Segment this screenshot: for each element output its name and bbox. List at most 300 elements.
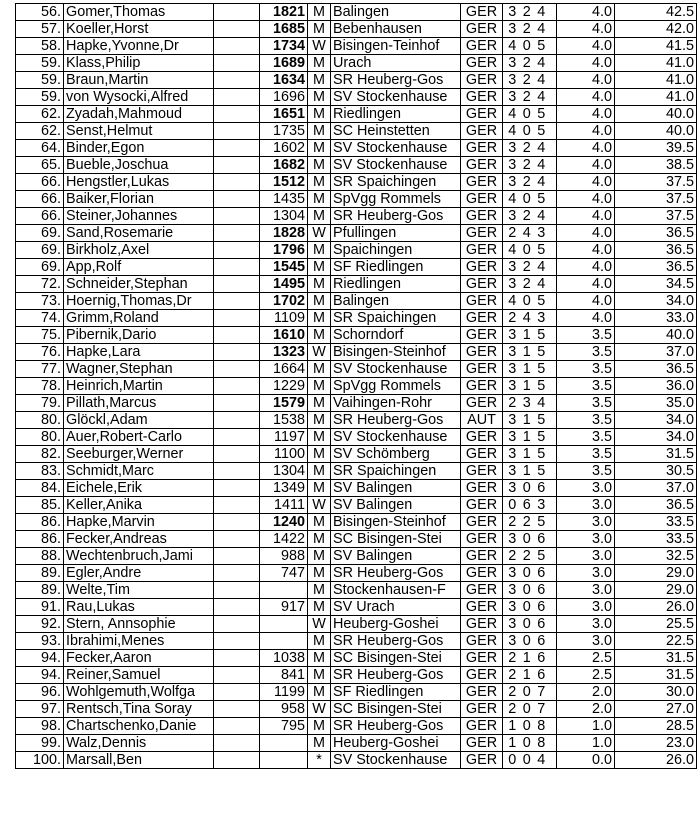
- buchholz-cell: 41.5: [615, 38, 697, 55]
- wdl-cell: [503, 4, 557, 21]
- losses-value: 4: [537, 208, 546, 224]
- buchholz-cell: 32.5: [615, 548, 697, 565]
- losses-value: 6: [537, 616, 546, 632]
- title-cell: [214, 480, 260, 497]
- points-cell: 4.0: [557, 225, 615, 242]
- buchholz-cell: 23.0: [615, 735, 697, 752]
- table-row: [16, 242, 697, 259]
- table-row: [16, 191, 697, 208]
- wins-value: 3: [508, 429, 517, 445]
- title-cell: [214, 548, 260, 565]
- title-cell: [214, 616, 260, 633]
- title-cell: [214, 4, 260, 21]
- wins-value: 3: [508, 72, 517, 88]
- player-name-cell: Reiner,Samuel: [64, 667, 214, 684]
- federation-cell: GER: [461, 123, 503, 140]
- table-row: [16, 531, 697, 548]
- table-row: [16, 667, 697, 684]
- table-row: [16, 157, 697, 174]
- rating-cell: 747: [260, 565, 308, 582]
- wdl-cell: [503, 395, 557, 412]
- losses-value: 4: [537, 21, 546, 37]
- losses-value: 4: [537, 157, 546, 173]
- points-cell: 3.5: [557, 463, 615, 480]
- sex-cell: M: [308, 123, 331, 140]
- draws-value: 1: [522, 378, 531, 394]
- title-cell: [214, 21, 260, 38]
- federation-cell: GER: [461, 633, 503, 650]
- points-cell: 2.0: [557, 684, 615, 701]
- player-name-cell: Keller,Anika: [64, 497, 214, 514]
- player-name-cell: Pibernik,Dario: [64, 327, 214, 344]
- buchholz-cell: 40.0: [615, 123, 697, 140]
- buchholz-cell: 28.5: [615, 718, 697, 735]
- player-name-cell: Wechtenbruch,Jami: [64, 548, 214, 565]
- club-cell: Stockenhausen-F: [331, 582, 461, 599]
- federation-cell: GER: [461, 752, 503, 769]
- losses-value: 5: [537, 463, 546, 479]
- wins-value: 3: [508, 55, 517, 71]
- wins-value: 3: [508, 276, 517, 292]
- draws-value: 1: [522, 667, 531, 683]
- federation-cell: GER: [461, 106, 503, 123]
- sex-cell: M: [308, 72, 331, 89]
- wins-value: 4: [508, 106, 517, 122]
- rating-cell: 988: [260, 548, 308, 565]
- points-cell: 1.0: [557, 735, 615, 752]
- club-cell: Bisingen-Teinhof: [331, 38, 461, 55]
- club-cell: SC Bisingen-Stei: [331, 531, 461, 548]
- points-cell: 0.0: [557, 752, 615, 769]
- wins-value: 3: [508, 531, 517, 547]
- losses-value: 6: [537, 650, 546, 666]
- sex-cell: W: [308, 701, 331, 718]
- buchholz-cell: 41.0: [615, 89, 697, 106]
- rank-cell: 69.: [16, 225, 64, 242]
- player-name-cell: Baiker,Florian: [64, 191, 214, 208]
- buchholz-cell: 42.0: [615, 21, 697, 38]
- losses-value: 4: [537, 259, 546, 275]
- club-cell: SV Stockenhause: [331, 140, 461, 157]
- buchholz-cell: 37.5: [615, 191, 697, 208]
- rating-cell: 1435: [260, 191, 308, 208]
- wins-value: 0: [508, 752, 517, 768]
- buchholz-cell: 39.5: [615, 140, 697, 157]
- buchholz-cell: 31.5: [615, 650, 697, 667]
- sex-cell: M: [308, 191, 331, 208]
- sex-cell: W: [308, 344, 331, 361]
- buchholz-cell: 30.5: [615, 463, 697, 480]
- rank-cell: 92.: [16, 616, 64, 633]
- title-cell: [214, 701, 260, 718]
- club-cell: SV Stockenhause: [331, 361, 461, 378]
- wins-value: 3: [508, 140, 517, 156]
- draws-value: 0: [522, 293, 531, 309]
- title-cell: [214, 633, 260, 650]
- rating-cell: 795: [260, 718, 308, 735]
- rating-cell: 917: [260, 599, 308, 616]
- points-cell: 4.0: [557, 276, 615, 293]
- wins-value: 3: [508, 21, 517, 37]
- player-name-cell: Hapke,Yvonne,Dr: [64, 38, 214, 55]
- buchholz-cell: 36.5: [615, 242, 697, 259]
- wins-value: 3: [508, 582, 517, 598]
- title-cell: [214, 718, 260, 735]
- wins-value: 3: [508, 463, 517, 479]
- draws-value: 2: [522, 55, 531, 71]
- wdl-cell: [503, 599, 557, 616]
- losses-value: 6: [537, 633, 546, 649]
- rating-cell: 1538: [260, 412, 308, 429]
- losses-value: 5: [537, 548, 546, 564]
- buchholz-cell: 26.0: [615, 599, 697, 616]
- rating-cell: 1411: [260, 497, 308, 514]
- federation-cell: GER: [461, 4, 503, 21]
- losses-value: 4: [537, 89, 546, 105]
- rank-cell: 78.: [16, 378, 64, 395]
- club-cell: Bisingen-Steinhof: [331, 344, 461, 361]
- wdl-cell: [503, 514, 557, 531]
- title-cell: [214, 293, 260, 310]
- rank-cell: 74.: [16, 310, 64, 327]
- player-name-cell: App,Rolf: [64, 259, 214, 276]
- buchholz-cell: 29.0: [615, 565, 697, 582]
- rank-cell: 59.: [16, 55, 64, 72]
- table-row: [16, 310, 697, 327]
- wdl-cell: [503, 752, 557, 769]
- table-row: [16, 548, 697, 565]
- title-cell: [214, 276, 260, 293]
- player-name-cell: Rentsch,Tina Soray: [64, 701, 214, 718]
- federation-cell: GER: [461, 157, 503, 174]
- federation-cell: GER: [461, 208, 503, 225]
- wdl-cell: [503, 123, 557, 140]
- rating-cell: 1796: [260, 242, 308, 259]
- table-row: [16, 140, 697, 157]
- rank-cell: 66.: [16, 174, 64, 191]
- losses-value: 6: [537, 667, 546, 683]
- draws-value: 2: [522, 89, 531, 105]
- sex-cell: M: [308, 106, 331, 123]
- points-cell: 3.5: [557, 378, 615, 395]
- rank-cell: 62.: [16, 106, 64, 123]
- table-row: [16, 361, 697, 378]
- title-cell: [214, 599, 260, 616]
- table-row: [16, 293, 697, 310]
- wdl-cell: [503, 718, 557, 735]
- wins-value: 2: [508, 514, 517, 530]
- buchholz-cell: 41.0: [615, 55, 697, 72]
- rank-cell: 89.: [16, 565, 64, 582]
- rank-cell: 59.: [16, 89, 64, 106]
- player-name-cell: Sand,Rosemarie: [64, 225, 214, 242]
- rank-cell: 85.: [16, 497, 64, 514]
- wins-value: 3: [508, 480, 517, 496]
- losses-value: 5: [537, 429, 546, 445]
- federation-cell: GER: [461, 565, 503, 582]
- points-cell: 4.0: [557, 89, 615, 106]
- title-cell: [214, 140, 260, 157]
- rank-cell: 62.: [16, 123, 64, 140]
- draws-value: 1: [522, 344, 531, 360]
- points-cell: 3.5: [557, 429, 615, 446]
- wdl-cell: [503, 225, 557, 242]
- table-row: [16, 412, 697, 429]
- player-name-cell: Binder,Egon: [64, 140, 214, 157]
- wdl-cell: [503, 429, 557, 446]
- table-row: [16, 650, 697, 667]
- title-cell: [214, 191, 260, 208]
- wdl-cell: [503, 548, 557, 565]
- wdl-cell: [503, 497, 557, 514]
- rating-cell: 1199: [260, 684, 308, 701]
- points-cell: 1.0: [557, 718, 615, 735]
- losses-value: 3: [537, 225, 546, 241]
- buchholz-cell: 25.5: [615, 616, 697, 633]
- sex-cell: W: [308, 616, 331, 633]
- draws-value: 2: [522, 140, 531, 156]
- rating-cell: 958: [260, 701, 308, 718]
- wdl-cell: [503, 344, 557, 361]
- rating-cell: [260, 582, 308, 599]
- wdl-cell: [503, 72, 557, 89]
- losses-value: 5: [537, 361, 546, 377]
- rating-cell: 1734: [260, 38, 308, 55]
- title-cell: [214, 174, 260, 191]
- sex-cell: M: [308, 157, 331, 174]
- buchholz-cell: 37.0: [615, 344, 697, 361]
- title-cell: [214, 582, 260, 599]
- wdl-cell: [503, 106, 557, 123]
- player-name-cell: Rau,Lukas: [64, 599, 214, 616]
- table-row: [16, 514, 697, 531]
- draws-value: 0: [522, 106, 531, 122]
- player-name-cell: Klass,Philip: [64, 55, 214, 72]
- sex-cell: M: [308, 378, 331, 395]
- federation-cell: GER: [461, 616, 503, 633]
- federation-cell: GER: [461, 310, 503, 327]
- table-row: [16, 633, 697, 650]
- federation-cell: GER: [461, 548, 503, 565]
- player-name-cell: Schneider,Stephan: [64, 276, 214, 293]
- wdl-cell: [503, 463, 557, 480]
- title-cell: [214, 684, 260, 701]
- club-cell: Schorndorf: [331, 327, 461, 344]
- wdl-cell: [503, 650, 557, 667]
- rating-cell: 1821: [260, 4, 308, 21]
- title-cell: [214, 463, 260, 480]
- wdl-cell: [503, 55, 557, 72]
- rating-cell: 1579: [260, 395, 308, 412]
- rating-cell: 1197: [260, 429, 308, 446]
- sex-cell: M: [308, 514, 331, 531]
- rating-cell: 1634: [260, 72, 308, 89]
- buchholz-cell: 37.0: [615, 480, 697, 497]
- table-row: [16, 327, 697, 344]
- rank-cell: 100.: [16, 752, 64, 769]
- draws-value: 1: [522, 463, 531, 479]
- title-cell: [214, 446, 260, 463]
- table-row: [16, 378, 697, 395]
- points-cell: 4.0: [557, 293, 615, 310]
- title-cell: [214, 55, 260, 72]
- player-name-cell: Seeburger,Werner: [64, 446, 214, 463]
- federation-cell: AUT: [461, 412, 503, 429]
- losses-value: 7: [537, 684, 546, 700]
- buchholz-cell: 36.5: [615, 259, 697, 276]
- draws-value: 0: [522, 633, 531, 649]
- federation-cell: GER: [461, 72, 503, 89]
- sex-cell: M: [308, 89, 331, 106]
- wdl-cell: [503, 293, 557, 310]
- buchholz-cell: 33.5: [615, 514, 697, 531]
- wdl-cell: [503, 701, 557, 718]
- rank-cell: 91.: [16, 599, 64, 616]
- draws-value: 0: [522, 38, 531, 54]
- losses-value: 4: [537, 174, 546, 190]
- buchholz-cell: 22.5: [615, 633, 697, 650]
- losses-value: 5: [537, 344, 546, 360]
- losses-value: 5: [537, 446, 546, 462]
- standings-rows: [16, 4, 697, 769]
- rating-cell: 1685: [260, 21, 308, 38]
- buchholz-cell: 33.5: [615, 531, 697, 548]
- federation-cell: GER: [461, 446, 503, 463]
- club-cell: Balingen: [331, 4, 461, 21]
- points-cell: 4.0: [557, 4, 615, 21]
- wins-value: 3: [508, 208, 517, 224]
- sex-cell: M: [308, 327, 331, 344]
- points-cell: 3.0: [557, 497, 615, 514]
- sex-cell: M: [308, 582, 331, 599]
- wdl-cell: [503, 616, 557, 633]
- points-cell: 4.0: [557, 191, 615, 208]
- rating-cell: 1229: [260, 378, 308, 395]
- draws-value: 2: [522, 4, 531, 20]
- points-cell: 4.0: [557, 174, 615, 191]
- points-cell: 3.5: [557, 446, 615, 463]
- federation-cell: GER: [461, 242, 503, 259]
- draws-value: 1: [522, 446, 531, 462]
- federation-cell: GER: [461, 344, 503, 361]
- buchholz-cell: 42.5: [615, 4, 697, 21]
- club-cell: SV Stockenhause: [331, 157, 461, 174]
- player-name-cell: Auer,Robert-Carlo: [64, 429, 214, 446]
- federation-cell: GER: [461, 531, 503, 548]
- sex-cell: M: [308, 4, 331, 21]
- federation-cell: GER: [461, 701, 503, 718]
- buchholz-cell: 37.5: [615, 208, 697, 225]
- player-name-cell: Pillath,Marcus: [64, 395, 214, 412]
- rank-cell: 64.: [16, 140, 64, 157]
- draws-value: 2: [522, 548, 531, 564]
- federation-cell: GER: [461, 191, 503, 208]
- buchholz-cell: 37.5: [615, 174, 697, 191]
- wdl-cell: [503, 735, 557, 752]
- federation-cell: GER: [461, 174, 503, 191]
- buchholz-cell: 36.0: [615, 378, 697, 395]
- rating-cell: 1349: [260, 480, 308, 497]
- rating-cell: 1696: [260, 89, 308, 106]
- club-cell: SR Heuberg-Gos: [331, 667, 461, 684]
- sex-cell: M: [308, 208, 331, 225]
- table-row: [16, 123, 697, 140]
- sex-cell: M: [308, 259, 331, 276]
- rank-cell: 72.: [16, 276, 64, 293]
- title-cell: [214, 395, 260, 412]
- sex-cell: M: [308, 361, 331, 378]
- sex-cell: M: [308, 735, 331, 752]
- player-name-cell: Walz,Dennis: [64, 735, 214, 752]
- draws-value: 4: [522, 225, 531, 241]
- federation-cell: GER: [461, 395, 503, 412]
- draws-value: 0: [522, 735, 531, 751]
- table-row: [16, 684, 697, 701]
- sex-cell: M: [308, 242, 331, 259]
- buchholz-cell: 26.0: [615, 752, 697, 769]
- points-cell: 2.5: [557, 650, 615, 667]
- losses-value: 4: [537, 752, 546, 768]
- draws-value: 2: [522, 174, 531, 190]
- title-cell: [214, 225, 260, 242]
- title-cell: [214, 378, 260, 395]
- rating-cell: 1689: [260, 55, 308, 72]
- sex-cell: M: [308, 667, 331, 684]
- title-cell: [214, 89, 260, 106]
- federation-cell: GER: [461, 225, 503, 242]
- club-cell: Bisingen-Steinhof: [331, 514, 461, 531]
- wins-value: 2: [508, 650, 517, 666]
- player-name-cell: Fecker,Aaron: [64, 650, 214, 667]
- draws-value: 2: [522, 157, 531, 173]
- table-row: [16, 225, 697, 242]
- wdl-cell: [503, 361, 557, 378]
- table-row: [16, 480, 697, 497]
- draws-value: 0: [522, 599, 531, 615]
- rating-cell: 1512: [260, 174, 308, 191]
- losses-value: 4: [537, 276, 546, 292]
- draws-value: 1: [522, 650, 531, 666]
- federation-cell: GER: [461, 361, 503, 378]
- draws-value: 0: [522, 684, 531, 700]
- sex-cell: M: [308, 412, 331, 429]
- title-cell: [214, 752, 260, 769]
- rating-cell: 1304: [260, 208, 308, 225]
- table-row: [16, 174, 697, 191]
- player-name-cell: Schmidt,Marc: [64, 463, 214, 480]
- title-cell: [214, 650, 260, 667]
- rating-cell: 1545: [260, 259, 308, 276]
- wins-value: 2: [508, 667, 517, 683]
- title-cell: [214, 157, 260, 174]
- losses-value: 5: [537, 38, 546, 54]
- losses-value: 5: [537, 293, 546, 309]
- buchholz-cell: 38.5: [615, 157, 697, 174]
- wdl-cell: [503, 565, 557, 582]
- draws-value: 0: [522, 582, 531, 598]
- buchholz-cell: 27.0: [615, 701, 697, 718]
- points-cell: 4.0: [557, 106, 615, 123]
- wins-value: 2: [508, 684, 517, 700]
- player-name-cell: Wohlgemuth,Wolfga: [64, 684, 214, 701]
- sex-cell: M: [308, 718, 331, 735]
- rating-cell: 1702: [260, 293, 308, 310]
- wins-value: 3: [508, 327, 517, 343]
- player-name-cell: Hoernig,Thomas,Dr: [64, 293, 214, 310]
- losses-value: 4: [537, 395, 546, 411]
- sex-cell: M: [308, 293, 331, 310]
- federation-cell: GER: [461, 599, 503, 616]
